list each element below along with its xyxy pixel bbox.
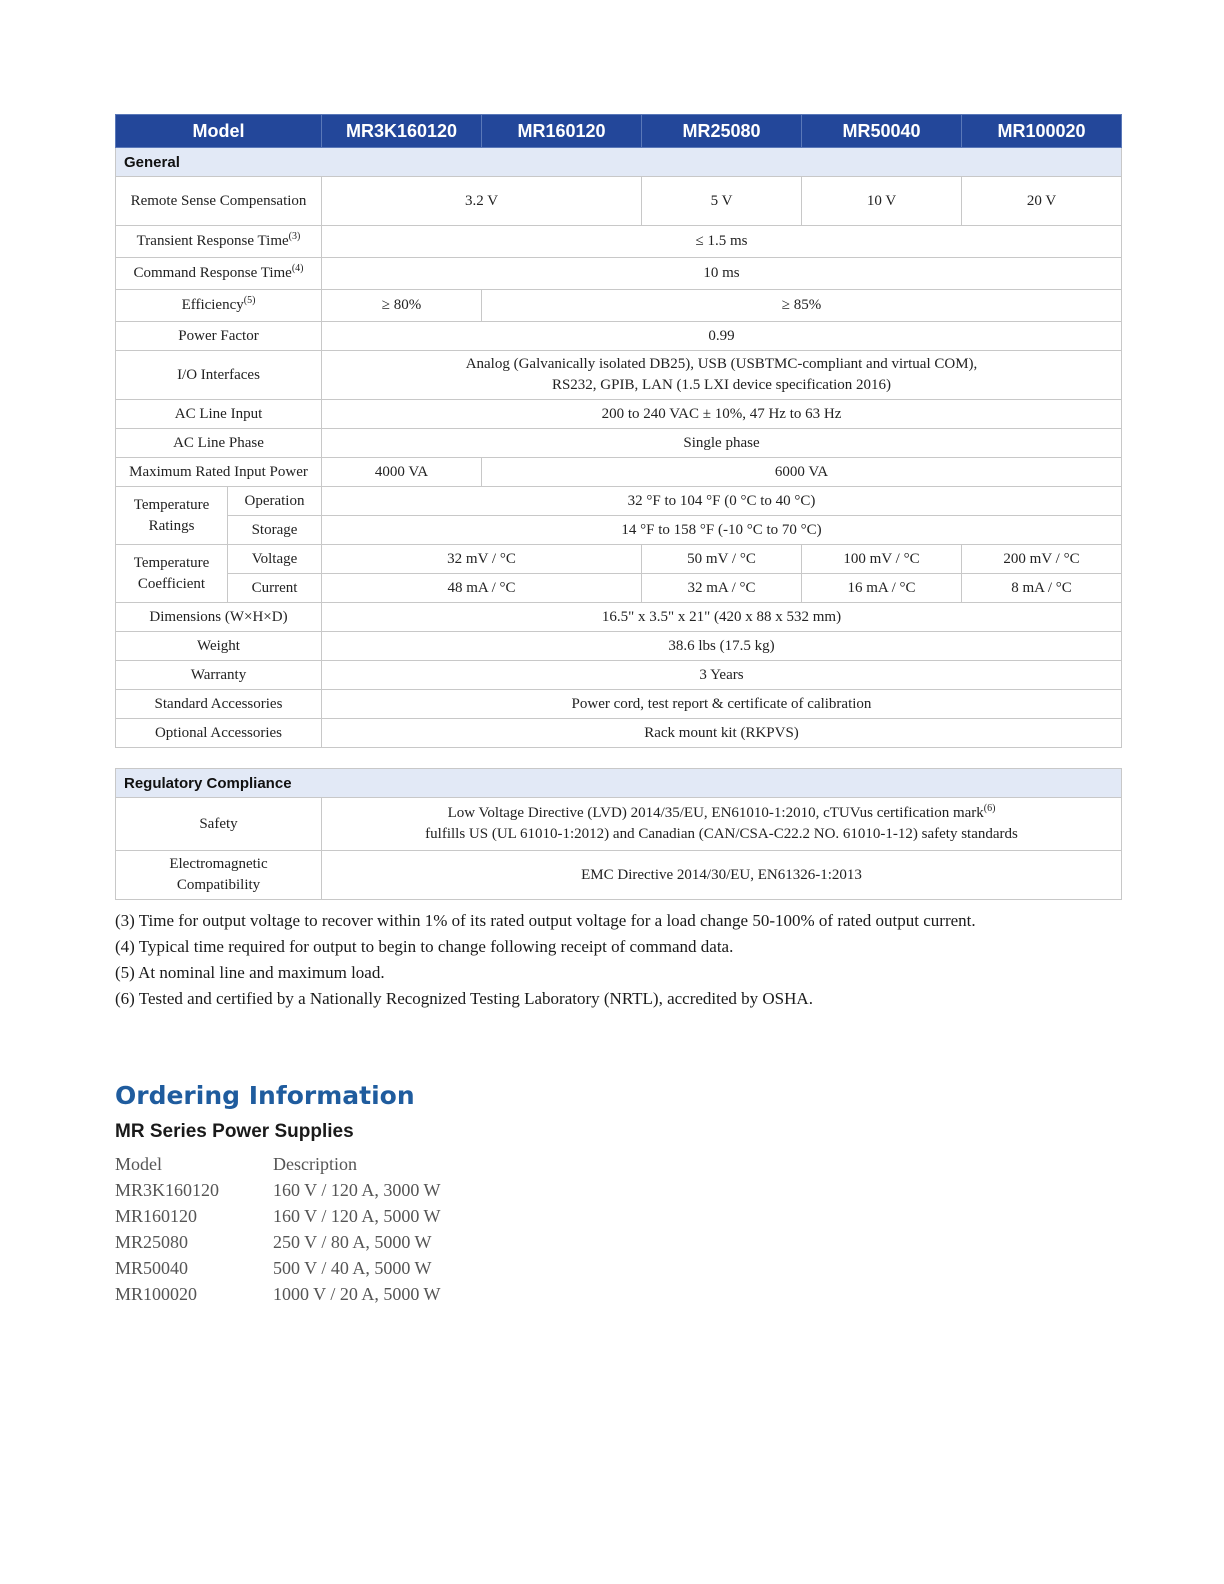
ordering-section xyxy=(115,1076,441,1307)
sub-label: Current xyxy=(228,574,322,603)
cell-value: 200 to 240 VAC ± 10%, 47 Hz to 63 Hz xyxy=(322,400,1122,429)
cell-value: 6000 VA xyxy=(482,458,1122,487)
row-label: Safety xyxy=(116,798,322,851)
header-model: MR3K160120 xyxy=(322,115,482,148)
row-label: AC Line Phase xyxy=(116,429,322,458)
table-row xyxy=(116,545,1122,574)
header-model: MR25080 xyxy=(642,115,802,148)
io-line-2: RS232, GPIB, LAN (1.5 LXI device specification 2016) xyxy=(551,377,892,393)
regulatory-table xyxy=(115,768,1122,900)
cell-value: 48 mA / °C xyxy=(322,574,642,603)
ordering-table xyxy=(115,1151,441,1307)
header-model: MR100020 xyxy=(962,115,1122,148)
table-row xyxy=(116,851,1122,900)
cell-value: 32 °F to 104 °F (0 °C to 40 °C) xyxy=(322,487,1122,516)
cell-value xyxy=(322,351,1122,400)
row-label: Electromagnetic Compatibility xyxy=(116,851,322,900)
cell-value: Rack mount kit (RKPVS) xyxy=(322,719,1122,748)
footnote: (4) Typical time required for output to begin to change following receipt of command data. xyxy=(115,937,734,956)
footnote-ref: (3) xyxy=(288,231,301,242)
header-model: MR160120 xyxy=(482,115,642,148)
cell-value: 0.99 xyxy=(322,322,1122,351)
header-model-label: Model xyxy=(116,115,322,148)
cell-value: 10 V xyxy=(802,177,962,226)
ordering-model: MR50040 xyxy=(115,1258,189,1278)
cell-value: 20 V xyxy=(962,177,1122,226)
ordering-header-model: Model xyxy=(115,1154,162,1174)
table-row xyxy=(116,719,1122,748)
safety-line-1-text: Low Voltage Directive (LVD) 2014/35/EU, EN61010-1:2010, cTUVus certification mark xyxy=(447,805,984,821)
ordering-description: 160 V / 120 A, 3000 W xyxy=(273,1180,441,1200)
table-row xyxy=(116,661,1122,690)
table-row xyxy=(116,516,1122,545)
row-label-text: Command Response Time xyxy=(133,265,292,281)
section-row xyxy=(116,769,1122,798)
table-row xyxy=(116,400,1122,429)
cell-value: 32 mA / °C xyxy=(642,574,802,603)
section-row xyxy=(116,148,1122,177)
footnote-ref: (4) xyxy=(291,263,304,274)
table-row xyxy=(116,458,1122,487)
row-label: I/O Interfaces xyxy=(116,351,322,400)
section-general: General xyxy=(116,148,1122,177)
cell-value: Power cord, test report & certificate of calibration xyxy=(322,690,1122,719)
ordering-row xyxy=(115,1177,441,1203)
row-label: Power Factor xyxy=(116,322,322,351)
ordering-description: 1000 V / 20 A, 5000 W xyxy=(273,1284,441,1304)
cell-value: 16 mA / °C xyxy=(802,574,962,603)
footnote-ref: (6) xyxy=(983,803,996,814)
ordering-description: 160 V / 120 A, 5000 W xyxy=(273,1206,441,1226)
cell-value: ≥ 85% xyxy=(482,290,1122,322)
spec-sheet xyxy=(115,114,1121,1012)
sub-label: Voltage xyxy=(228,545,322,574)
row-label xyxy=(116,258,322,290)
ordering-row xyxy=(115,1229,441,1255)
cell-value: EMC Directive 2014/30/EU, EN61326-1:2013 xyxy=(322,851,1122,900)
row-label: Remote Sense Compensation xyxy=(116,177,322,226)
cell-value: 32 mV / °C xyxy=(322,545,642,574)
cell-value: 16.5" x 3.5" x 21" (420 x 88 x 532 mm) xyxy=(322,603,1122,632)
ordering-header-row xyxy=(115,1151,441,1177)
table-row xyxy=(116,258,1122,290)
row-label: Maximum Rated Input Power xyxy=(116,458,322,487)
ordering-subtitle: MR Series Power Supplies xyxy=(115,1121,354,1142)
table-row xyxy=(116,798,1122,851)
cell-value: 14 °F to 158 °F (-10 °C to 70 °C) xyxy=(322,516,1122,545)
table-row xyxy=(116,322,1122,351)
io-line-1: Analog (Galvanically isolated DB25), USB (USBTMC-compliant and virtual COM), xyxy=(465,356,978,372)
ordering-model: MR3K160120 xyxy=(115,1180,220,1200)
ordering-description: 500 V / 40 A, 5000 W xyxy=(273,1258,432,1278)
table-row xyxy=(116,429,1122,458)
row-label: Weight xyxy=(116,632,322,661)
row-label: Standard Accessories xyxy=(116,690,322,719)
row-label: Optional Accessories xyxy=(116,719,322,748)
cell-value: 100 mV / °C xyxy=(802,545,962,574)
cell-value: ≥ 80% xyxy=(322,290,482,322)
table-row xyxy=(116,177,1122,226)
cell-value: Single phase xyxy=(322,429,1122,458)
cell-value: 3 Years xyxy=(322,661,1122,690)
row-label: Temperature Coefficient xyxy=(116,545,228,603)
row-label: Warranty xyxy=(116,661,322,690)
cell-value: 200 mV / °C xyxy=(962,545,1122,574)
cell-value: 3.2 V xyxy=(322,177,642,226)
table-row xyxy=(116,574,1122,603)
ordering-row xyxy=(115,1203,441,1229)
row-label-text: Efficiency xyxy=(181,297,244,313)
safety-line-1 xyxy=(328,803,1115,824)
ordering-row xyxy=(115,1255,441,1281)
footnote: (5) At nominal line and maximum load. xyxy=(115,963,385,982)
sub-label: Storage xyxy=(228,516,322,545)
header-row xyxy=(116,115,1122,148)
table-row xyxy=(116,487,1122,516)
cell-value: 4000 VA xyxy=(322,458,482,487)
sub-label: Operation xyxy=(228,487,322,516)
table-row xyxy=(116,351,1122,400)
footnote-ref: (5) xyxy=(243,295,256,306)
ordering-description: 250 V / 80 A, 5000 W xyxy=(273,1232,432,1252)
cell-value: 10 ms xyxy=(322,258,1122,290)
footnotes xyxy=(115,908,1121,1012)
safety-line-2: fulfills US (UL 61010-1:2012) and Canadian (CAN/CSA-C22.2 NO. 61010-1-12) safety standards xyxy=(425,826,1018,842)
cell-value: 38.6 lbs (17.5 kg) xyxy=(322,632,1122,661)
header-model: MR50040 xyxy=(802,115,962,148)
section-regulatory: Regulatory Compliance xyxy=(116,769,1122,798)
cell-value: ≤ 1.5 ms xyxy=(322,226,1122,258)
ordering-header-description: Description xyxy=(273,1154,357,1174)
row-label xyxy=(116,226,322,258)
row-label: AC Line Input xyxy=(116,400,322,429)
table-row xyxy=(116,290,1122,322)
row-label: Temperature Ratings xyxy=(116,487,228,545)
row-label-text: Transient Response Time xyxy=(136,233,289,249)
cell-value: 8 mA / °C xyxy=(962,574,1122,603)
row-label xyxy=(116,290,322,322)
ordering-row xyxy=(115,1281,441,1307)
table-row xyxy=(116,690,1122,719)
cell-value: 50 mV / °C xyxy=(642,545,802,574)
footnote: (3) Time for output voltage to recover within 1% of its rated output voltage for a load change 50-100% of rated output current. xyxy=(115,911,976,930)
cell-value xyxy=(322,798,1122,851)
cell-value: 5 V xyxy=(642,177,802,226)
table-row xyxy=(116,226,1122,258)
ordering-model: MR160120 xyxy=(115,1206,198,1226)
ordering-model: MR100020 xyxy=(115,1284,198,1304)
table-row xyxy=(116,632,1122,661)
footnote: (6) Tested and certified by a Nationally Recognized Testing Laboratory (NRTL), accredited by OSHA. xyxy=(115,989,813,1008)
row-label: Dimensions (W×H×D) xyxy=(116,603,322,632)
ordering-title: Ordering Information xyxy=(115,1081,415,1110)
spec-table xyxy=(115,114,1122,748)
ordering-model: MR25080 xyxy=(115,1232,189,1252)
table-row xyxy=(116,603,1122,632)
